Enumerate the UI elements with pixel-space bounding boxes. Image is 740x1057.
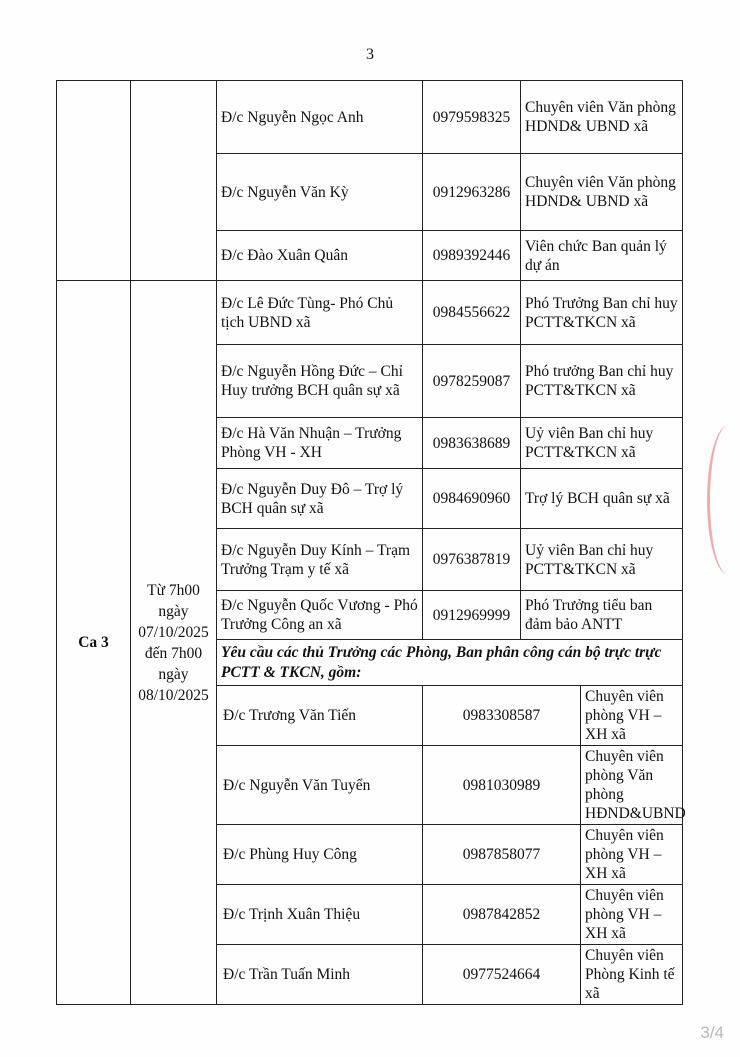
person-name: Đ/c Trần Tuấn Minh xyxy=(217,945,423,1005)
phone-number: 0983638689 xyxy=(423,418,521,469)
person-role: Uỷ viên Ban chỉ huy PCTT&TKCN xã xyxy=(521,418,683,469)
empty-shift-cell xyxy=(57,81,131,281)
person-role: Chuyên viên phòng VH – XH xã xyxy=(581,885,683,945)
person-role: Phó Trưởng tiểu ban đảm bảo ANTT xyxy=(521,591,683,640)
person-name: Đ/c Phùng Huy Công xyxy=(217,825,423,885)
phone-number: 0977524664 xyxy=(423,945,581,1005)
phone-number: 0983308587 xyxy=(423,686,581,746)
phone-number: 0987858077 xyxy=(423,825,581,885)
person-name: Đ/c Nguyễn Duy Kính – Trạm Trưởng Trạm y tế xã xyxy=(217,529,423,591)
phone-number: 0984690960 xyxy=(423,469,521,529)
person-name: Đ/c Nguyễn Hồng Đức – Chỉ Huy trưởng BCH quân sự xã xyxy=(217,345,423,418)
table-row xyxy=(57,81,683,154)
phone-number: 0912969999 xyxy=(423,591,521,640)
phone-number: 0976387819 xyxy=(423,529,521,591)
person-name: Đ/c Hà Văn Nhuận – Trưởng Phòng VH - XH xyxy=(217,418,423,469)
red-stamp-edge xyxy=(707,425,740,575)
viewer-page-indicator: 3/4 xyxy=(700,1023,724,1042)
phone-number: 0912963286 xyxy=(423,154,521,231)
person-name: Đ/c Nguyễn Văn Kỳ xyxy=(217,154,423,231)
phone-number: 0989392446 xyxy=(423,231,521,281)
phone-number: 0984556622 xyxy=(423,281,521,345)
page-number: 3 xyxy=(366,46,374,63)
person-role: Phó trưởng Ban chỉ huy PCTT&TKCN xã xyxy=(521,345,683,418)
person-name: Đ/c Nguyễn Ngọc Anh xyxy=(217,81,423,154)
person-role: Chuyên viên phòng VH – XH xã xyxy=(581,825,683,885)
person-role: Viên chức Ban quản lý dự án xyxy=(521,231,683,281)
person-name: Đ/c Nguyễn Quốc Vương - Phó Trưởng Công an xã xyxy=(217,591,423,640)
requirement-note: Yêu cầu các thủ Trưởng các Phòng, Ban phân công cán bộ trực trực PCTT & TKCN, gồm: xyxy=(217,640,683,686)
person-role: Chuyên viên Văn phòng HDND& UBND xã xyxy=(521,81,683,154)
phone-number: 0978259087 xyxy=(423,345,521,418)
phone-number: 0979598325 xyxy=(423,81,521,154)
phone-number: 0981030989 xyxy=(423,746,581,825)
person-name: Đ/c Nguyễn Duy Đô – Trợ lý BCH quân sự xã xyxy=(217,469,423,529)
person-role: Phó Trưởng Ban chỉ huy PCTT&TKCN xã xyxy=(521,281,683,345)
person-role: Uỷ viên Ban chỉ huy PCTT&TKCN xã xyxy=(521,529,683,591)
person-name: Đ/c Trương Văn Tiến xyxy=(217,686,423,746)
person-name: Đ/c Trịnh Xuân Thiệu xyxy=(217,885,423,945)
person-role: Chuyên viên Văn phòng HDND& UBND xã xyxy=(521,154,683,231)
table-row xyxy=(57,281,683,345)
shift-label: Ca 3 xyxy=(57,281,131,1005)
person-name: Đ/c Nguyễn Văn Tuyển xyxy=(217,746,423,825)
shift-time: Từ 7h00 ngày 07/10/2025 đến 7h00 ngày 08/10/2025 xyxy=(131,281,217,1005)
empty-time-cell xyxy=(131,81,217,281)
person-name: Đ/c Đào Xuân Quân xyxy=(217,231,423,281)
person-name: Đ/c Lê Đức Tùng- Phó Chủ tịch UBND xã xyxy=(217,281,423,345)
person-role: Chuyên viên phòng Văn phòng HĐND&UBND xyxy=(581,746,683,825)
person-role: Trợ lý BCH quân sự xã xyxy=(521,469,683,529)
person-role: Chuyên viên Phòng Kinh tế xã xyxy=(581,945,683,1005)
duty-roster-table xyxy=(56,80,686,1005)
person-role: Chuyên viên phòng VH – XH xã xyxy=(581,686,683,746)
phone-number: 0987842852 xyxy=(423,885,581,945)
